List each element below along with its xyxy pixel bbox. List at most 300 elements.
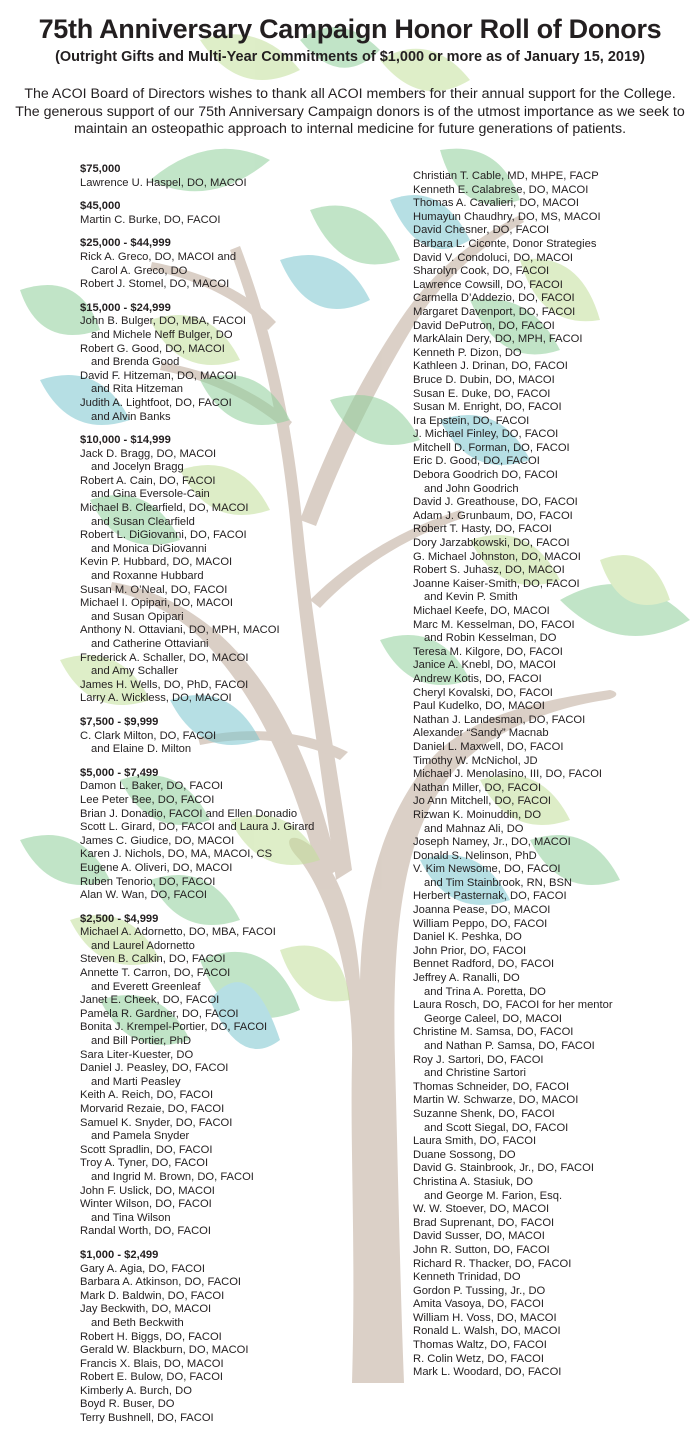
- donor-name: Sharolyn Cook, DO, FACOI: [413, 265, 550, 278]
- donor-name: Robert H. Biggs, DO, FACOI: [80, 1330, 222, 1343]
- donor-entry: [413, 782, 698, 796]
- donor-name-continued: and Christine Sartori: [424, 1067, 526, 1080]
- donor-name: V. Kim Newsome, DO, FACOI: [413, 863, 561, 876]
- donor-name: Robert A. Cain, DO, FACOI: [80, 474, 216, 487]
- donor-name: R. Colin Wetz, DO, FACOI: [413, 1352, 544, 1365]
- donor-entry: [80, 597, 360, 624]
- donor-entry: [413, 537, 698, 551]
- donor-entry: [413, 945, 698, 959]
- intro-paragraph: The ACOI Board of Directors wishes to thank all ACOI members for their annual support for the College. The generous support of our 75th Anniversary Campaign donors is of the utmost importance as we seek to maintain an osteopathic approach to internal medicine for future generations of patients.: [15, 86, 685, 137]
- donor-name: Susan E. Duke, DO, FACOI: [413, 387, 551, 400]
- donor-name: Thomas A. Cavalieri, DO, MACOI: [413, 197, 579, 210]
- donor-name: John F. Uslick, DO, MACOI: [80, 1184, 215, 1197]
- gift-level-section: [80, 200, 360, 227]
- donor-entry: [413, 795, 698, 809]
- donor-entry: [80, 926, 360, 953]
- donor-name: Randal Worth, DO, FACOI: [80, 1225, 211, 1238]
- donor-entry: [413, 1325, 698, 1339]
- donor-name: Barbara A. Atkinson, DO, FACOI: [80, 1276, 242, 1289]
- donor-name: Robert S. Juhasz, DO, MACOI: [413, 564, 565, 577]
- donor-name: James C. Giudice, DO, MACOI: [80, 834, 235, 847]
- donor-name: Lee Peter Bee, DO, FACOI: [80, 793, 215, 806]
- donor-name-continued: and Everett Greenleaf: [91, 980, 201, 993]
- donor-name: David J. Greathouse, DO, FACOI: [413, 496, 578, 509]
- donor-name-continued: and Tina Wilson: [91, 1211, 171, 1224]
- donor-name: Mark D. Baldwin, DO, FACOI: [80, 1289, 225, 1302]
- donor-entry: [413, 360, 698, 374]
- donor-name: Eugene A. Oliveri, DO, MACOI: [80, 861, 233, 874]
- gift-level-section: [80, 163, 360, 190]
- donor-entry: [413, 605, 698, 619]
- donor-name: Kenneth P. Dizon, DO: [413, 346, 522, 359]
- donor-entry: [413, 646, 698, 660]
- donor-name: Jay Beckwith, DO, MACOI: [80, 1303, 212, 1316]
- donor-name: Lawrence Cowsill, DO, FACOI: [413, 278, 563, 291]
- donor-name: Martin C. Burke, DO, FACOI: [80, 213, 221, 226]
- donor-name: Boyd R. Buser, DO: [80, 1398, 175, 1411]
- donor-name: Marc M. Kesselman, DO, FACOI: [413, 618, 575, 631]
- donor-name: John B. Bulger, DO, MBA, FACOI: [80, 315, 247, 328]
- donor-entry: [80, 967, 360, 994]
- donor-entry: [413, 1366, 698, 1380]
- donor-name-continued: and Roxanne Hubbard: [91, 570, 204, 583]
- gift-level-section: [80, 302, 360, 424]
- donor-name: Jeffrey A. Ranalli, DO: [413, 972, 520, 985]
- donor-name-continued: and Catherine Ottaviani: [91, 638, 209, 650]
- donor-name: Jo Ann Mitchell, DO, FACOI: [413, 795, 552, 808]
- donor-entry: [413, 1162, 698, 1176]
- donor-name: C. Clark Milton, DO, FACOI: [80, 729, 217, 742]
- donor-entry: [413, 931, 698, 945]
- donor-entry: [413, 958, 698, 972]
- donor-name: Robert G. Good, DO, MACOI: [80, 342, 225, 355]
- donor-name: Winter Wilson, DO, FACOI: [80, 1198, 212, 1211]
- donor-name: Humayun Chaudhry, DO, MS, MACOI: [413, 210, 601, 223]
- donor-entry: [80, 1290, 360, 1304]
- donor-name: Christine M. Samsa, DO, FACOI: [413, 1026, 574, 1039]
- gift-level-heading: $5,000 - $7,499: [80, 766, 159, 779]
- donor-entry: [413, 727, 698, 741]
- donor-name: Ronald L. Walsh, DO, MACOI: [413, 1325, 561, 1338]
- donor-entry: [80, 1412, 360, 1426]
- donor-name: John R. Sutton, DO, FACOI: [413, 1243, 550, 1256]
- donor-entry: [413, 523, 698, 537]
- donor-name: James H. Wells, DO, PhD, FACOI: [80, 678, 249, 691]
- donor-entry: [413, 809, 698, 836]
- donor-entry: [80, 848, 360, 862]
- donor-name: Martin W. Schwarze, DO, MACOI: [413, 1094, 579, 1107]
- donor-entry: [80, 821, 360, 835]
- donor-name: David DePutron, DO, FACOI: [413, 319, 555, 332]
- donor-name: Bonita J. Krempel-Portier, DO, FACOI: [80, 1021, 268, 1034]
- donor-name: Pamela R. Gardner, DO, FACOI: [80, 1007, 239, 1020]
- donor-entry: [80, 624, 360, 651]
- donor-entry: [80, 889, 360, 903]
- donor-entry: [413, 442, 698, 456]
- donor-entry: [80, 584, 360, 598]
- gift-level-heading: $2,500 - $4,999: [80, 912, 159, 925]
- donor-entry: [80, 1185, 360, 1199]
- donor-name: Bennet Radford, DO, FACOI: [413, 958, 555, 971]
- donor-name: Terry Bushnell, DO, FACOI: [80, 1412, 214, 1425]
- donor-entry: [413, 999, 698, 1026]
- donor-name: Mark L. Woodard, DO, FACOI: [413, 1366, 562, 1379]
- donor-name: David G. Stainbrook, Jr., DO, FACOI: [413, 1162, 594, 1175]
- donor-name: Donald S. Nelinson, PhD: [413, 849, 537, 862]
- donor-name-continued: and Scott Siegal, DO, FACOI: [424, 1121, 569, 1134]
- donor-name: Anthony N. Ottaviani, DO, MPH, MACOI: [80, 624, 280, 637]
- donor-name-continued: and Brenda Good: [91, 356, 180, 369]
- donor-entry: [413, 1353, 698, 1367]
- donor-name: Rick A. Greco, DO, MACOI and: [80, 250, 237, 263]
- donor-name: Michael J. Menolasino, III, DO, FACOI: [413, 768, 603, 781]
- donor-entry: [413, 170, 698, 184]
- donor-name: Ira Epstein, DO, FACOI: [413, 414, 530, 427]
- donor-entry: [80, 1021, 360, 1048]
- donor-entry: [80, 953, 360, 967]
- donor-entry: [413, 510, 698, 524]
- donor-entry: [80, 177, 360, 191]
- donor-entry: [413, 1244, 698, 1258]
- donor-entry: [413, 972, 698, 999]
- donor-name: Mitchell D. Forman, DO, FACOI: [413, 441, 570, 454]
- donor-name-continued: and Rita Hitzeman: [91, 383, 184, 396]
- donor-name: Larry A. Wickless, DO, MACOI: [80, 692, 232, 705]
- donor-entry: [80, 679, 360, 693]
- donor-entry: [80, 1062, 360, 1089]
- donor-name-continued: and Trina A. Poretta, DO: [424, 985, 546, 998]
- donor-name: Karen J. Nichols, DO, MA, MACOI, CS: [80, 848, 273, 861]
- donor-name: Laura Smith, DO, FACOI: [413, 1135, 537, 1148]
- donor-entry: [413, 238, 698, 252]
- donor-entry: [413, 619, 698, 646]
- donor-name-continued: and Bill Portier, PhD: [91, 1035, 192, 1048]
- donor-entry: [413, 197, 698, 211]
- donor-name: Michael A. Adornetto, DO, MBA, FACOI: [80, 926, 276, 939]
- donor-name: Paul Kudelko, DO, MACOI: [413, 700, 545, 713]
- donor-name: Christian T. Cable, MD, MHPE, FACP: [413, 170, 599, 182]
- donor-name: Brad Suprenant, DO, FACOI: [413, 1216, 555, 1229]
- donor-name: Cheryl Kovalski, DO, FACOI: [413, 686, 553, 699]
- donor-name: Steven B. Calkin, DO, FACOI: [80, 953, 226, 966]
- donor-name: MarkAlain Dery, DO, MPH, FACOI: [413, 333, 583, 346]
- donor-name: Daniel K. Peshka, DO: [413, 931, 522, 944]
- donor-name: Keith A. Reich, DO, FACOI: [80, 1089, 214, 1102]
- donor-name: Susan M. Enright, DO, FACOI: [413, 401, 562, 414]
- donor-entry: [80, 1049, 360, 1063]
- donor-entry: [413, 401, 698, 415]
- donor-column-left: [80, 163, 360, 1436]
- donor-name-continued: and Kevin P. Smith: [424, 591, 518, 604]
- page-subtitle: (Outright Gifts and Multi-Year Commitments of $1,000 or more as of January 15, 2019): [55, 49, 645, 65]
- donor-entry: [413, 1094, 698, 1108]
- donor-entry: [413, 265, 698, 279]
- donor-name-continued: Carol A. Greco, DO: [91, 264, 188, 277]
- donor-entry: [413, 1271, 698, 1285]
- donor-entry: [80, 315, 360, 342]
- donor-name-continued: and Jocelyn Bragg: [91, 461, 184, 474]
- donor-entry: [413, 1054, 698, 1081]
- gift-level-section: [80, 767, 360, 903]
- donor-name: Ruben Tenorio, DO, FACOI: [80, 875, 216, 888]
- donor-entry: [413, 673, 698, 687]
- donor-name: Eric D. Good, DO, FACOI: [413, 455, 540, 468]
- gift-level-section: [80, 913, 360, 1239]
- donor-name: Roy J. Sartori, DO, FACOI: [413, 1053, 544, 1066]
- donor-name-continued: and Michele Neff Bulger, DO: [91, 328, 233, 341]
- donor-name: Frederick A. Schaller, DO, MACOI: [80, 651, 249, 664]
- donor-entry: [413, 1285, 698, 1299]
- donor-entry: [413, 1217, 698, 1231]
- donor-name-continued: and George M. Farion, Esq.: [424, 1189, 563, 1202]
- donor-name-continued: and Mahnaz Ali, DO: [424, 822, 524, 835]
- donor-entry: [413, 306, 698, 320]
- donor-entry: [80, 278, 360, 292]
- donor-column-right: [413, 170, 698, 1380]
- donor-name: David Susser, DO, MACOI: [413, 1230, 545, 1243]
- donor-name: Brian J. Donadio, FACOI and Ellen Donadio: [80, 807, 298, 820]
- donor-entry: [80, 529, 360, 556]
- donor-name: Kenneth Trinidad, DO: [413, 1271, 521, 1284]
- donor-entry: [80, 780, 360, 794]
- donor-name: Andrew Kotis, DO, FACOI: [413, 672, 542, 685]
- donor-entry: [413, 836, 698, 850]
- donor-entry: [80, 343, 360, 370]
- donor-name: Judith A. Lightfoot, DO, FACOI: [80, 396, 232, 409]
- donor-entry: [413, 1230, 698, 1244]
- gift-level-heading: $75,000: [80, 163, 121, 175]
- donor-entry: [413, 211, 698, 225]
- donor-name-continued: and Beth Beckwith: [91, 1316, 184, 1329]
- donor-entry: [80, 652, 360, 679]
- donor-entry: [80, 1398, 360, 1412]
- donor-name-continued: and Gina Eversole-Cain: [91, 488, 210, 501]
- donor-entry: [80, 1358, 360, 1372]
- donor-entry: [413, 388, 698, 402]
- donor-entry: [413, 320, 698, 334]
- donor-name: Kenneth E. Calabrese, DO, MACOI: [413, 183, 589, 196]
- gift-level-heading: $10,000 - $14,999: [80, 434, 171, 447]
- donor-entry: [80, 1225, 360, 1239]
- donor-entry: [413, 1176, 698, 1203]
- donor-entry: [80, 730, 360, 757]
- donor-entry: [413, 1339, 698, 1353]
- donor-entry: [413, 755, 698, 769]
- donor-name: Dory Jarzabkowski, DO, FACOI: [413, 537, 570, 550]
- donor-name: Adam J. Grunbaum, DO, FACOI: [413, 509, 573, 522]
- donor-entry: [413, 292, 698, 306]
- gift-level-heading: $25,000 - $44,999: [80, 237, 171, 250]
- donor-entry: [413, 714, 698, 728]
- donor-entry: [413, 1135, 698, 1149]
- donor-entry: [413, 918, 698, 932]
- donor-name: David Chesner, DO, FACOI: [413, 224, 550, 237]
- donor-name: Susan M. O’Neal, DO, FACOI: [80, 583, 228, 596]
- donor-entry: [413, 1312, 698, 1326]
- donor-entry: [413, 415, 698, 429]
- donor-entry: [413, 768, 698, 782]
- donor-entry: [80, 214, 360, 228]
- donor-name-continued: George Caleel, DO, MACOI: [424, 1012, 563, 1025]
- donor-entry: [80, 1157, 360, 1184]
- donor-name-continued: and Alvin Banks: [91, 410, 171, 423]
- donor-entry: [413, 1258, 698, 1272]
- gift-level-section: [80, 716, 360, 757]
- donor-name: Kimberly A. Burch, DO: [80, 1384, 192, 1397]
- donor-name: J. Michael Finley, DO, FACOI: [413, 428, 559, 441]
- donor-entry: [413, 347, 698, 361]
- donor-name: Alan W. Wan, DO, FACOI: [80, 889, 208, 902]
- donor-name: Daniel J. Peasley, DO, FACOI: [80, 1062, 229, 1075]
- donor-name-continued: and Elaine D. Milton: [91, 743, 192, 756]
- donor-name-continued: and Marti Peasley: [91, 1075, 181, 1088]
- donor-name: Kathleen J. Drinan, DO, FACOI: [413, 360, 568, 373]
- donor-name: Lawrence U. Haspel, DO, MACOI: [80, 176, 247, 189]
- donor-entry: [413, 687, 698, 701]
- donor-entry: [80, 370, 360, 397]
- donor-name-continued: and Pamela Snyder: [91, 1130, 190, 1143]
- donor-name: Morvarid Rezaie, DO, FACOI: [80, 1103, 225, 1115]
- donor-name: Timothy W. McNichol, JD: [413, 754, 538, 767]
- donor-name: Jack D. Bragg, DO, MACOI: [80, 447, 217, 460]
- donor-entry: [80, 1276, 360, 1290]
- donor-entry: [80, 1303, 360, 1330]
- donor-name: Michael I. Opipari, DO, MACOI: [80, 597, 233, 610]
- donor-entry: [80, 251, 360, 278]
- donor-name: Janet E. Cheek, DO, FACOI: [80, 994, 220, 1007]
- donor-name: Annette T. Carron, DO, FACOI: [80, 967, 231, 980]
- donor-name: Amita Vasoya, DO, FACOI: [413, 1298, 544, 1311]
- donor-entry: [413, 1298, 698, 1312]
- donor-entry: [80, 397, 360, 424]
- donor-name: Thomas Schneider, DO, FACOI: [413, 1080, 570, 1093]
- donor-entry: [80, 808, 360, 822]
- donor-entry: [413, 564, 698, 578]
- donor-entry: [80, 1331, 360, 1345]
- gift-level-heading: $45,000: [80, 200, 121, 213]
- donor-entry: [413, 850, 698, 864]
- gift-level-heading: $15,000 - $24,999: [80, 301, 171, 314]
- donor-entry: [80, 1385, 360, 1399]
- donor-entry: [413, 741, 698, 755]
- donor-entry: [413, 904, 698, 918]
- donor-entry: [413, 184, 698, 198]
- donor-entry: [413, 374, 698, 388]
- donor-entry: [80, 692, 360, 706]
- donor-entry: [413, 496, 698, 510]
- donor-name: Richard R. Thacker, DO, FACOI: [413, 1257, 572, 1270]
- donor-entry: [80, 862, 360, 876]
- donor-name: Robert E. Bulow, DO, FACOI: [80, 1371, 223, 1384]
- donor-name: Margaret Davenport, DO, FACOI: [413, 305, 576, 318]
- donor-name: Scott Spradlin, DO, FACOI: [80, 1143, 213, 1156]
- donor-entry: [80, 794, 360, 808]
- donor-entry: [413, 1081, 698, 1095]
- donor-name-continued: and Laurel Adornetto: [91, 939, 195, 952]
- donor-entry: [413, 890, 698, 904]
- donor-entry: [413, 224, 698, 238]
- donor-entry: [80, 1144, 360, 1158]
- donor-name: Samuel K. Snyder, DO, FACOI: [80, 1116, 233, 1129]
- donor-entry: [80, 556, 360, 583]
- donor-entry: [413, 428, 698, 442]
- donor-name: Kevin P. Hubbard, DO, MACOI: [80, 556, 233, 569]
- donor-name: Sara Liter-Kuester, DO: [80, 1048, 194, 1061]
- donor-entry: [80, 994, 360, 1008]
- donor-name-continued: and Nathan P. Samsa, DO, FACOI: [424, 1040, 595, 1052]
- donor-name: Nathan J. Landesman, DO, FACOI: [413, 713, 586, 726]
- donor-name: Alexander “Sandy” Macnab: [413, 727, 549, 740]
- donor-name: Robert T. Hasty, DO, FACOI: [413, 523, 552, 536]
- donor-entry: [413, 551, 698, 565]
- donor-name: Joanne Kaiser-Smith, DO, FACOI: [413, 577, 580, 590]
- gift-level-section: [80, 1249, 360, 1426]
- donor-name-continued: and Susan Opipari: [91, 610, 184, 623]
- donor-entry: [413, 700, 698, 714]
- donor-entry: [80, 835, 360, 849]
- donor-name-continued: and John Goodrich: [424, 482, 519, 495]
- donor-entry: [413, 1149, 698, 1163]
- donor-name: Daniel L. Maxwell, DO, FACOI: [413, 740, 564, 753]
- donor-entry: [413, 578, 698, 605]
- gift-level-section: [80, 434, 360, 706]
- donor-entry: [413, 252, 698, 266]
- donor-name: Damon L. Baker, DO, FACOI: [80, 780, 223, 793]
- donor-name: Debora Goodrich DO, FACOI: [413, 469, 558, 482]
- donor-name: Michael Keefe, DO, MACOI: [413, 605, 550, 617]
- donor-entry: [413, 659, 698, 673]
- donor-name: Thomas Waltz, DO, FACOI: [413, 1339, 547, 1352]
- donor-entry: [413, 1108, 698, 1135]
- donor-name: Troy A. Tyner, DO, FACOI: [80, 1157, 209, 1170]
- donor-entry: [413, 1203, 698, 1217]
- donor-entry: [80, 1117, 360, 1144]
- donor-name: Gordon P. Tussing, Jr., DO: [413, 1284, 546, 1297]
- donor-entry: [80, 1263, 360, 1277]
- donor-entry: [413, 279, 698, 293]
- donor-name: Gary A. Agia, DO, FACOI: [80, 1262, 205, 1275]
- donor-name: Barbara L. Ciconte, Donor Strategies: [413, 237, 597, 250]
- donor-name: Laura Rosch, DO, FACOI for her mentor: [413, 999, 613, 1012]
- donor-entry: [413, 333, 698, 347]
- donor-name: Nathan Miller, DO, FACOI: [413, 781, 542, 794]
- donor-name: David F. Hitzeman, DO, MACOI: [80, 369, 237, 382]
- gift-level-section: [80, 237, 360, 291]
- donor-name: Suzanne Shenk, DO, FACOI: [413, 1107, 555, 1120]
- donor-entry: [413, 863, 698, 890]
- donor-name-continued: and Amy Schaller: [91, 665, 179, 678]
- donor-name: Robert L. DiGiovanni, DO, FACOI: [80, 529, 247, 542]
- donor-entry: [80, 1008, 360, 1022]
- gift-level-heading: $7,500 - $9,999: [80, 715, 159, 728]
- donor-name: Janice A. Knebl, DO, MACOI: [413, 659, 557, 672]
- donor-name: Francis X. Blais, DO, MACOI: [80, 1357, 224, 1370]
- donor-name-continued: and Ingrid M. Brown, DO, FACOI: [91, 1170, 254, 1183]
- donor-name-continued: and Tim Stainbrook, RN, BSN: [424, 876, 572, 889]
- donor-name: John Prior, DO, FACOI: [413, 944, 527, 957]
- donor-entry: [80, 1344, 360, 1358]
- donor-entry: [413, 469, 698, 496]
- donor-name-continued: and Robin Kesselman, DO: [424, 632, 557, 645]
- donor-entry: [80, 876, 360, 890]
- donor-name: Robert J. Stomel, DO, MACOI: [80, 278, 230, 291]
- donor-name-continued: and Susan Clearfield: [91, 515, 195, 528]
- donor-entry: [80, 1198, 360, 1225]
- donor-name: Teresa M. Kilgore, DO, FACOI: [413, 645, 563, 658]
- donor-entry: [413, 1026, 698, 1053]
- donor-name: Michael B. Clearfield, DO, MACOI: [80, 502, 249, 515]
- donor-name: William H. Voss, DO, MACOI: [413, 1311, 557, 1324]
